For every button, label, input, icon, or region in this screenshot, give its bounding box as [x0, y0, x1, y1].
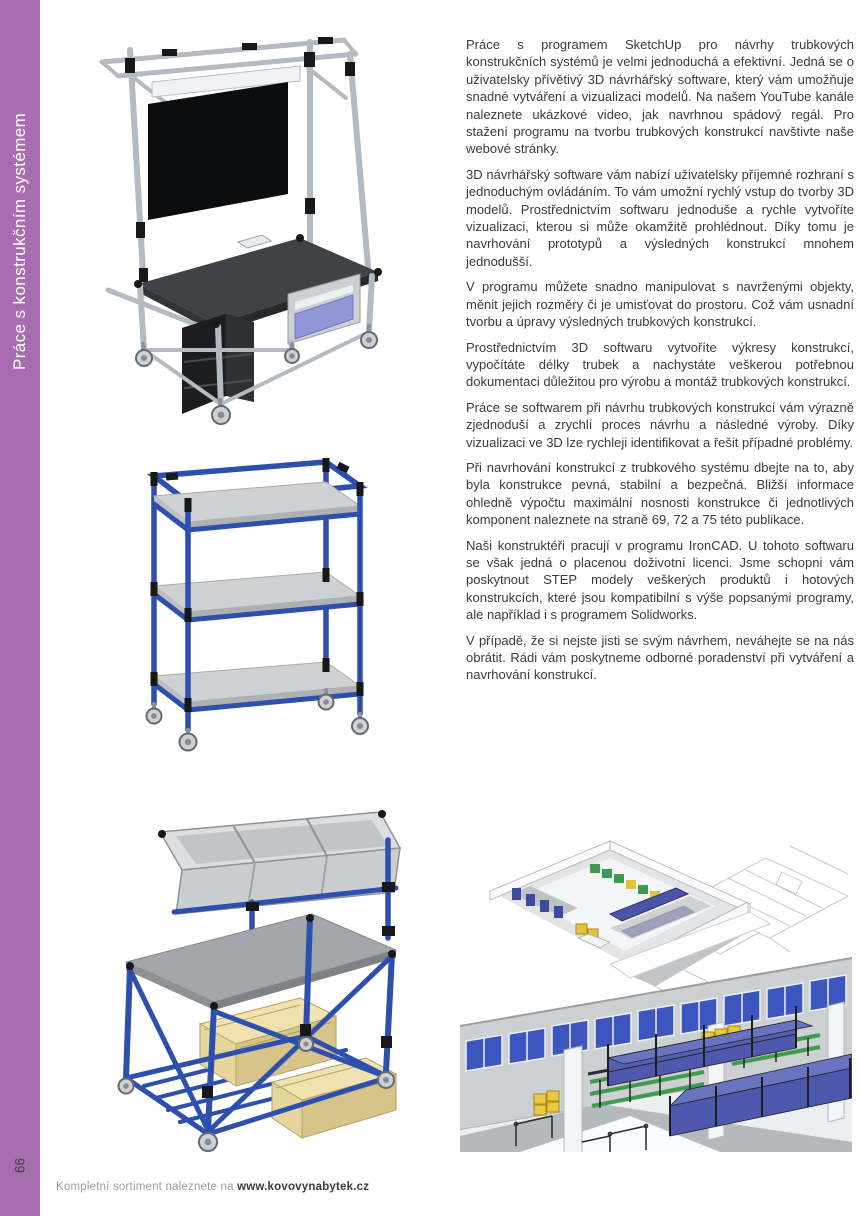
sidebar-section-title: Práce s konstrukčním systémem: [10, 112, 29, 370]
page-number: 66: [12, 1157, 28, 1173]
page-footer: [56, 1181, 369, 1193]
warehouse-renders-illustration: [460, 836, 852, 1152]
figure-warehouse-renders: [460, 836, 852, 1152]
paragraph-safety-loads: Při navrhování konstrukcí z trubkového systému dbejte na to, aby byla konstrukce pevná, stabilní a bezpečná. Bližší informace ohledně výpočtu maximální nosnosti konstrukce či jednotlivých komponent naleznete na straně 69, 72 a 75 této publikace.: [466, 459, 854, 528]
paragraph-3d-software-ui: 3D návrhářský software vám nabízí uživatelsky příjemné rozhraní s jednoduchým ovládáním. To vám umožní rychlý vstup do tvorby 3D modelů. Prostřednictvím softwaru jednoduše a rychle vytvoříte vizualizaci, kterou si může okamžitě prohlédnout. Díky tomu je navrhování prototypů a výsledných konstrukcí mnohem jednodušší.: [466, 166, 854, 269]
paragraph-manipulation: V programu můžete snadno manipulovat s navrženými objekty, měnit jejich rozměry či je umisťovat do prostoru. Což vám usnadní tvorbu a úpravy výsledných trubkových konstrukcí.: [466, 279, 854, 330]
grey-workbench-illustration: [92, 32, 388, 438]
paragraph-speedup: Práce se softwarem při návrhu trubkových konstrukcí vám výrazně zjednoduší a zrychlí proces návrhu a následné výroby. Díky vizualizaci ve 3D lze rychleji identifikovat a řešit případné problémy.: [466, 399, 854, 450]
blue-hopper-workbench-illustration: [104, 786, 402, 1162]
paragraph-ironcad-step: Naši konstruktéři pracují v programu IronCAD. U tohoto softwaru se však jedná o placenou doživotní licenci. Jsme schopni vám poskytnout STEP modely veškerých produktů i hotových konstrukcích, které jsou kompatibilní s výše popsanými programy, ale například i s programem Solidworks.: [466, 537, 854, 623]
figure-blue-hopper-workbench: [104, 786, 402, 1162]
casters: [136, 326, 377, 424]
figure-blue-shelf-trolley: [114, 452, 384, 758]
footer-website-link[interactable]: www.kovovynabytek.cz: [237, 1181, 370, 1193]
paragraph-consulting: V případě, že si nejste jisti se svým návrhem, neváhejte se na nás obrátit. Rádi vám poskytneme odborné poradenství při vytváření a navrhování konstrukcí.: [466, 632, 854, 683]
article: [466, 36, 854, 692]
sidebar: [0, 0, 40, 1216]
figure-grey-workbench: [92, 32, 388, 438]
footer-text: Kompletní sortiment naleznete na: [56, 1181, 234, 1193]
paragraph-sketchup-intro: Práce s programem SketchUp pro návrhy trubkových konstrukčních systémů je velmi jednoduchá a efektivní. Jedná se o uživatelsky přívětivý 3D návrhářský software, který vám umožňuje snadné vytváření a vizualizaci modelů. Na našem YouTube kanále naleznete ukázkové video, jak navrhnou spádový regál. Pro stažení programu na tvorbu trubkových konstrukcí navštivte naše webové stránky.: [466, 37, 854, 157]
paragraph-drawings-docs: Prostřednictvím 3D softwaru vytvoříte výkresy konstrukcí, vypočítáte délky trubek a nachystáte veškerou potřebnou dokumentaci důležitou pro výrobu a montáž trubkových konstrukcí.: [466, 339, 854, 390]
blue-shelf-trolley-illustration: [114, 452, 384, 758]
